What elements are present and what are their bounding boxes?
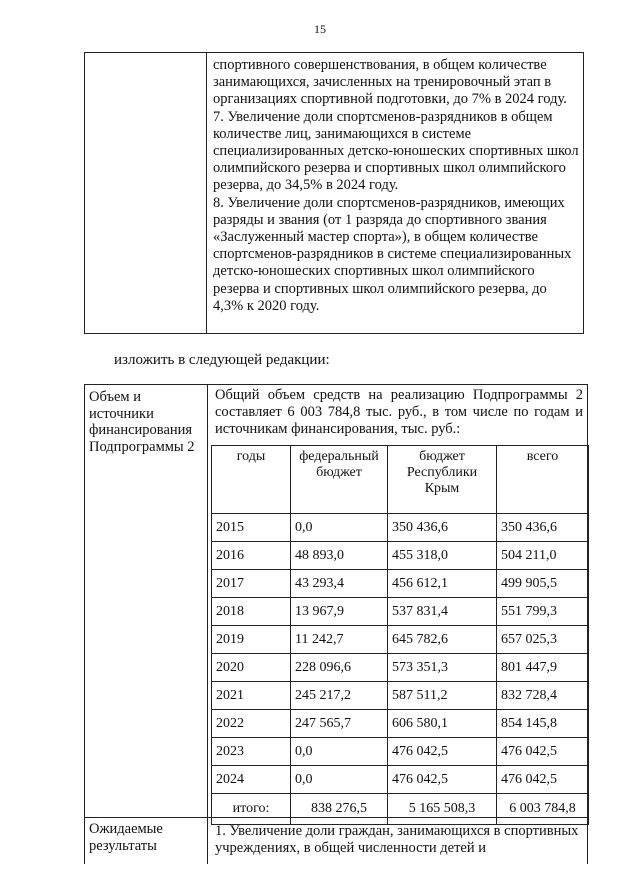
cell-regional: 476 042,5 <box>388 766 497 794</box>
cell-total: 499 905,5 <box>497 570 589 598</box>
cell-year: 2024 <box>212 766 291 794</box>
financing-breakdown-table <box>211 445 589 825</box>
table-row <box>212 766 589 794</box>
cell-total: 476 042,5 <box>497 766 589 794</box>
total-row <box>212 794 589 825</box>
results-text: 1. Увеличение доли граждан, занимающихся в спортивных учреждениях, в общей численности детей и <box>215 823 579 856</box>
paragraph-item-7: 7. Увеличение доли спортсменов-разрядников в общем количестве лиц, занимающихся в системе специализированных детско-юношеских спортивных школ олимпийского резерва и спортивных школ олимпийского резерва, до 34,5% в 2024 году. <box>213 108 579 194</box>
cell-year: 2017 <box>212 570 291 598</box>
top-empty-label-cell <box>85 53 207 333</box>
table-row <box>212 626 589 654</box>
table-row <box>212 654 589 682</box>
table-header-row <box>212 446 589 514</box>
table-row <box>212 570 589 598</box>
cell-regional: 350 436,6 <box>388 514 497 542</box>
cell-year: 2022 <box>212 710 291 738</box>
cell-regional: 537 831,4 <box>388 598 497 626</box>
cell-year: 2019 <box>212 626 291 654</box>
top-continuation-table <box>84 52 584 334</box>
cell-year: 2023 <box>212 738 291 766</box>
cell-year: 2020 <box>212 654 291 682</box>
total-all: 6 003 784,8 <box>497 794 589 825</box>
table-row <box>212 738 589 766</box>
header-federal: федеральный бюджет <box>291 446 388 514</box>
cell-year: 2015 <box>212 514 291 542</box>
intro-text: изложить в следующей редакции: <box>114 352 330 368</box>
cell-year: 2016 <box>212 542 291 570</box>
table-row <box>212 598 589 626</box>
cell-regional: 456 612,1 <box>388 570 497 598</box>
cell-regional: 573 351,3 <box>388 654 497 682</box>
table-row <box>212 542 589 570</box>
total-federal: 838 276,5 <box>291 794 388 825</box>
cell-regional: 587 511,2 <box>388 682 497 710</box>
table-row <box>212 710 589 738</box>
financing-description: Общий объем средств на реализацию Подпрограммы 2 составляет 6 003 784,8 тыс. руб., в том числе по годам и источникам финансирования, тыс. руб.: <box>215 387 583 437</box>
cell-total: 657 025,3 <box>497 626 589 654</box>
cell-federal: 48 893,0 <box>291 542 388 570</box>
cell-total: 476 042,5 <box>497 738 589 766</box>
row-divider <box>85 817 587 818</box>
cell-total: 801 447,9 <box>497 654 589 682</box>
cell-federal: 43 293,4 <box>291 570 388 598</box>
cell-year: 2021 <box>212 682 291 710</box>
financing-table <box>84 384 588 864</box>
top-text-cell <box>213 57 579 315</box>
paragraph-continued: спортивного совершенствования, в общем количестве занимающихся, зачисленных на тренировочный этап в организациях спортивной подготовки, до 7% в 2024 году. <box>213 57 567 108</box>
cell-federal: 13 967,9 <box>291 598 388 626</box>
column-divider <box>207 385 208 864</box>
cell-federal: 228 096,6 <box>291 654 388 682</box>
cell-federal: 0,0 <box>291 766 388 794</box>
paragraph-item-8: 8. Увеличение доли спортсменов-разрядников, имеющих разряды и звания (от 1 разряда до спортивного звания «Заслуженный мастер спорта»), в общем количестве спортсменов-разрядников в системе специализированных детско-юношеских спортивных школ олимпийского резерва и спортивных школ олимпийского резерва, до 4,3% к 2020 году. <box>213 194 572 314</box>
total-label: итого: <box>212 794 291 825</box>
cell-year: 2018 <box>212 598 291 626</box>
cell-total: 551 799,3 <box>497 598 589 626</box>
header-total: всего <box>497 446 589 514</box>
header-years: годы <box>212 446 291 514</box>
cell-regional: 476 042,5 <box>388 738 497 766</box>
cell-federal: 0,0 <box>291 514 388 542</box>
cell-total: 504 211,0 <box>497 542 589 570</box>
cell-total: 832 728,4 <box>497 682 589 710</box>
page-number: 15 <box>314 22 326 36</box>
cell-federal: 11 242,7 <box>291 626 388 654</box>
header-regional: бюджет Республики Крым <box>388 446 497 514</box>
results-label: Ожидаемые результаты <box>89 821 163 854</box>
cell-regional: 455 318,0 <box>388 542 497 570</box>
table-row <box>212 514 589 542</box>
cell-federal: 247 565,7 <box>291 710 388 738</box>
cell-total: 350 436,6 <box>497 514 589 542</box>
cell-total: 854 145,8 <box>497 710 589 738</box>
total-regional: 5 165 508,3 <box>388 794 497 825</box>
table-row <box>212 682 589 710</box>
cell-federal: 0,0 <box>291 738 388 766</box>
cell-regional: 606 580,1 <box>388 710 497 738</box>
financing-label: Объем и источники финансирования Подпрограммы 2 <box>89 389 195 455</box>
cell-regional: 645 782,6 <box>388 626 497 654</box>
cell-federal: 245 217,2 <box>291 682 388 710</box>
